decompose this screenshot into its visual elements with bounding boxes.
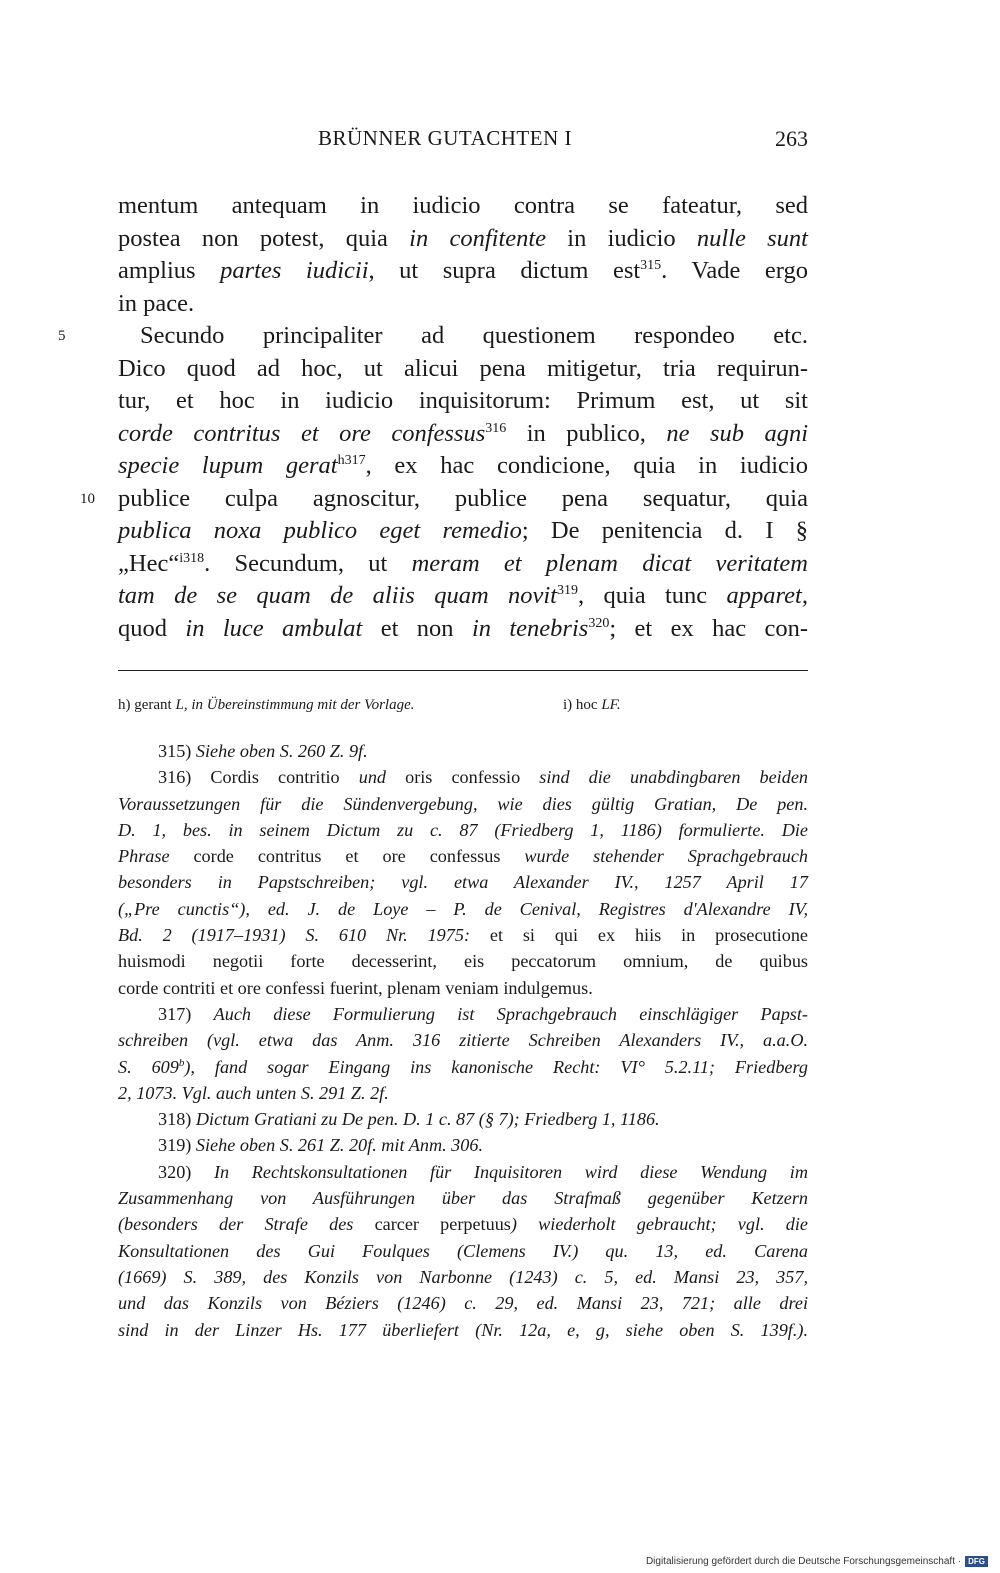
text-line: amplius partes iudicii, ut supra dictum est$^{315}$. Vade ergo	[118, 257, 808, 284]
footnote-line: schreiben (vgl. etwa das Anm. 316 zitierte Schreiben Alexanders IV., a.a.O.	[118, 1030, 808, 1051]
footnote-line: (besonders der Strafe des carcer perpetuus) wiederholt gebraucht; vgl. die	[118, 1214, 808, 1235]
main-text	[58, 190, 809, 645]
critical-apparatus	[118, 697, 808, 719]
text-line: publica noxa publico eget remedio; De penitencia d. I §	[118, 517, 808, 544]
line-number: 10	[80, 490, 95, 507]
page-number: 263	[775, 126, 808, 151]
note-ref: 319	[556, 583, 578, 598]
digitization-credit: Digitalisierung gefördert durch die Deutsche Forschungsgemeinschaft · DFG	[646, 1556, 988, 1567]
footnote-line: besonders in Papstschreiben; vgl. etwa Alexander IV., 1257 April 17	[118, 872, 808, 893]
footnote-line: S. 609$^b$), fand sogar Eingang ins kanonische Recht: VI° 5.2.11; Friedberg	[118, 1056, 808, 1077]
footnote-line: 317) Auch diese Formulierung ist Sprachgebrauch einschlägiger Papst-	[158, 1003, 808, 1024]
text-line: specie lupum gerat$^{h317}$, ex hac condicione, quia in iudicio	[118, 452, 808, 479]
dfg-logo: DFG	[965, 1556, 988, 1567]
footnote-line: Konsultationen des Gui Foulques (Clemens IV.) qu. 13, ed. Carena	[118, 1240, 808, 1261]
footnote-line: 320) In Rechtskonsultationen für Inquisitoren wird diese Wendung im	[158, 1161, 808, 1182]
footnote-line: Zusammenhang von Ausführungen über das Strafmaß gegenüber Ketzern	[118, 1188, 808, 1209]
footnote-line: 319) Siehe oben S. 261 Z. 20f. mit Anm. 306.	[158, 1135, 484, 1156]
note-ref: 316	[485, 420, 507, 436]
footnote-line: 315) Siehe oben S. 260 Z. 9f.	[158, 741, 368, 761]
text-line: postea non potest, quia in confitente in iudicio nulle sunt	[118, 224, 808, 252]
footnote-line: Bd. 2 (1917–1931) S. 610 Nr. 1975: et si qui ex hiis in prosecutione	[118, 925, 808, 946]
text-line: 10 publice culpa agnoscitur, publice pena sequatur, quia	[118, 483, 808, 516]
apparatus-note-i: i) hoc LF.	[563, 697, 621, 713]
footnote-line: 316) Cordis contritio und oris confessio sind die unabdingbaren beiden	[158, 767, 808, 788]
text-line: tam de se quam de aliis quam novit$^{319}$, quia tunc apparet,	[118, 582, 808, 609]
note-ref: i318	[179, 550, 205, 566]
text-line: Dico quod ad hoc, ut alicui pena mitigetur, tria requirun-	[118, 354, 808, 382]
footnote-line: 318) Dictum Gratiani zu De pen. D. 1 c. 87 (§ 7); Friedberg 1, 1186.	[158, 1109, 660, 1130]
page-header	[118, 126, 808, 160]
text-line: mentum antequam in iudicio contra se fateatur, sed	[118, 192, 808, 219]
footnote-separator	[118, 670, 808, 671]
running-title: BRÜNNER GUTACHTEN I	[318, 126, 572, 150]
footnote-line: 2, 1073. Vgl. auch unten S. 291 Z. 2f.	[118, 1082, 389, 1103]
footnote-line: huismodi negotii forte decesserint, eis peccatorum omnium, de quibus	[118, 951, 808, 972]
apparatus-note-h: h) gerant L, in Übereinstimmung mit der Vorlage.	[118, 697, 415, 713]
text-line: tur, et hoc in iudicio inquisitorum: Primum est, ut sit	[118, 387, 808, 414]
text-line: corde contritus et ore confessus$^{316}$ in publico, ne sub agni	[118, 419, 809, 447]
footnotes	[118, 738, 808, 1343]
footnote-line: („Pre cunctis“), ed. J. de Loye – P. de Cenival, Registres d'Alexandre IV,	[118, 898, 808, 919]
footnote-line: corde contriti et ore confessi fuerint, plenam veniam indulgemus.	[118, 977, 593, 998]
note-ref: 320	[588, 615, 610, 631]
text-line: in pace.	[118, 289, 195, 317]
note-ref: 315	[640, 258, 662, 273]
footnote-line: (1669) S. 389, des Konzils von Narbonne (1243) c. 5, ed. Mansi 23, 357,	[118, 1266, 808, 1287]
text-line: 5 Secundo principaliter ad questionem respondeo etc.	[118, 320, 808, 353]
footnote-line: Phrase corde contritus et ore confessus wurde stehender Sprachgebrauch	[118, 846, 809, 867]
text-line: quod in luce ambulat et non in tenebris$^{320}$; et ex hac con-	[118, 614, 808, 642]
footnote-line: D. 1, bes. in seinem Dictum zu c. 87 (Friedberg 1, 1186) formulierte. Die	[118, 819, 808, 840]
footnote-line: sind in der Linzer Hs. 177 überliefert (Nr. 12a, e, g, siehe oben S. 139f.).	[118, 1319, 808, 1340]
note-ref: h317	[337, 453, 366, 468]
text-line: „Hec“$^{i318}$. Secundum, ut meram et plenam dicat veritatem	[118, 549, 808, 577]
footnote-line: Voraussetzungen für die Sündenvergebung, wie dies gültig Gratian, De pen.	[118, 793, 808, 814]
line-number: 5	[58, 328, 66, 344]
footnote-line: und das Konzils von Béziers (1246) c. 29, ed. Mansi 23, 721; alle drei	[118, 1293, 808, 1314]
